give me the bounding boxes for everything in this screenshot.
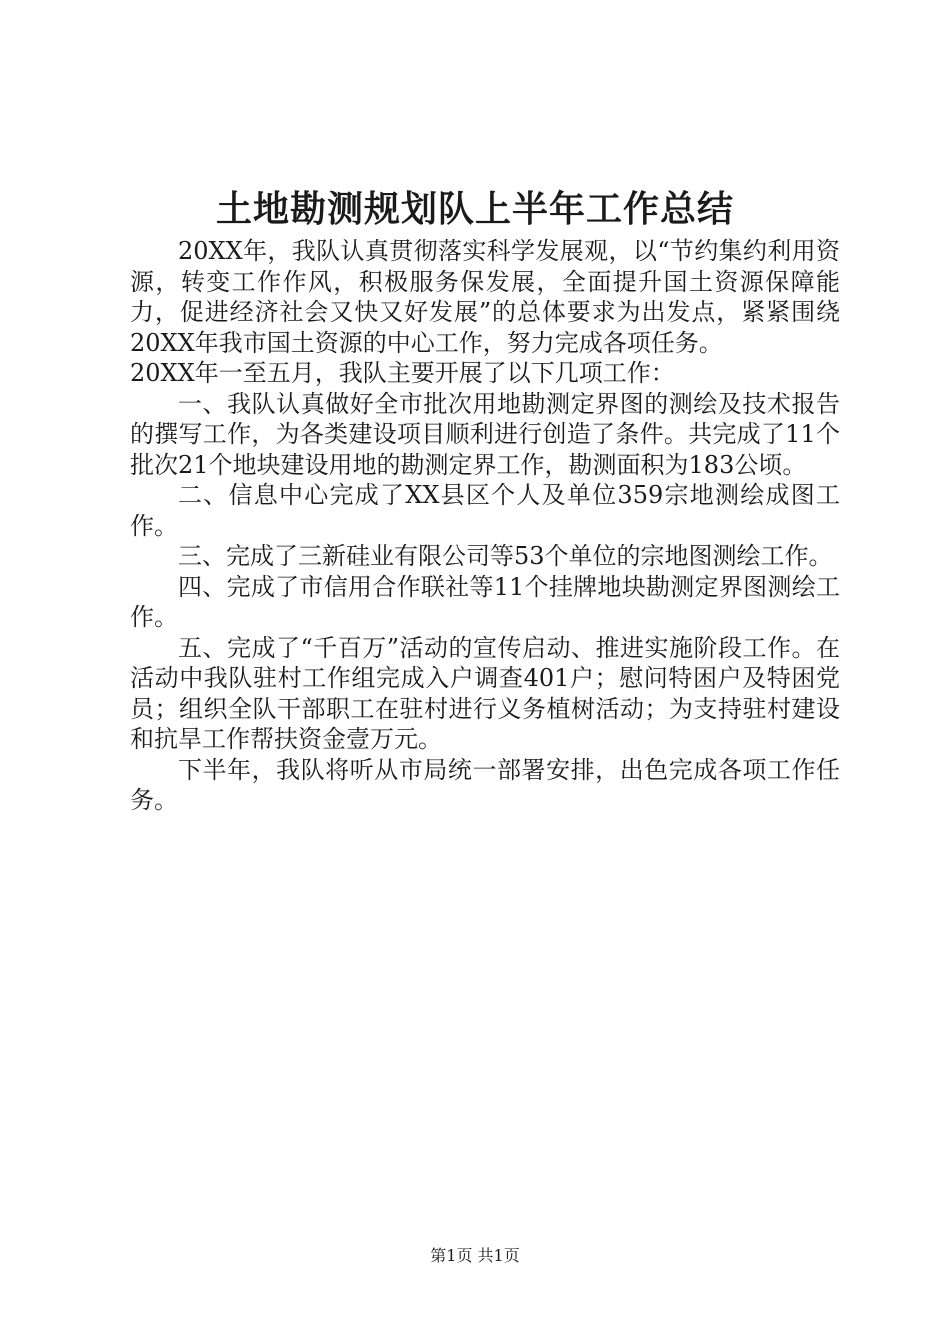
paragraph-intro: 20XX年，我队认真贯彻落实科学发展观，以“节约集约利用资源，转变工作作风，积极服务保发展，全面提升国土资源保障能力，促进经济社会又快又好发展”的总体要求为出发点，紧紧围绕20XX年我市国土资源的中心工作，努力完成各项任务。: [130, 237, 840, 357]
paragraph-closing: 下半年，我队将听从市局统一部署安排，出色完成各项工作任务。: [130, 755, 840, 814]
page-footer: 第1页 共1页: [430, 1246, 520, 1265]
paragraph-item-1: 一、我队认真做好全市批次用地勘测定界图的测绘及技术报告的撰写工作，为各类建设项目顺利进行创造了条件。共完成了11个批次21个地块建设用地的勘测定界工作，勘测面积为183公顷。: [130, 389, 840, 479]
paragraph-item-3: 三、完成了三新硅业有限公司等53个单位的宗地图测绘工作。: [178, 542, 833, 570]
paragraph-item-4: 四、完成了市信用合作联社等11个挂牌地块勘测定界图测绘工作。: [130, 572, 840, 631]
document-title: 土地勘测规划队上半年工作总结: [215, 188, 734, 230]
paragraph-item-2: 二、信息中心完成了XX县区个人及单位359宗地测绘成图工作。: [130, 481, 840, 540]
paragraph-summary-lead: 20XX年一至五月，我队主要开展了以下几项工作：: [130, 359, 675, 387]
document-body: [130, 236, 840, 816]
paragraph-item-5: 五、完成了“千百万”活动的宣传启动、推进实施阶段工作。在活动中我队驻村工作组完成入户调查401户；慰问特困户及特困党员；组织全队干部职工在驻村进行义务植树活动；为支持驻村建设和抗旱工作帮扶资金壹万元。: [130, 633, 840, 753]
